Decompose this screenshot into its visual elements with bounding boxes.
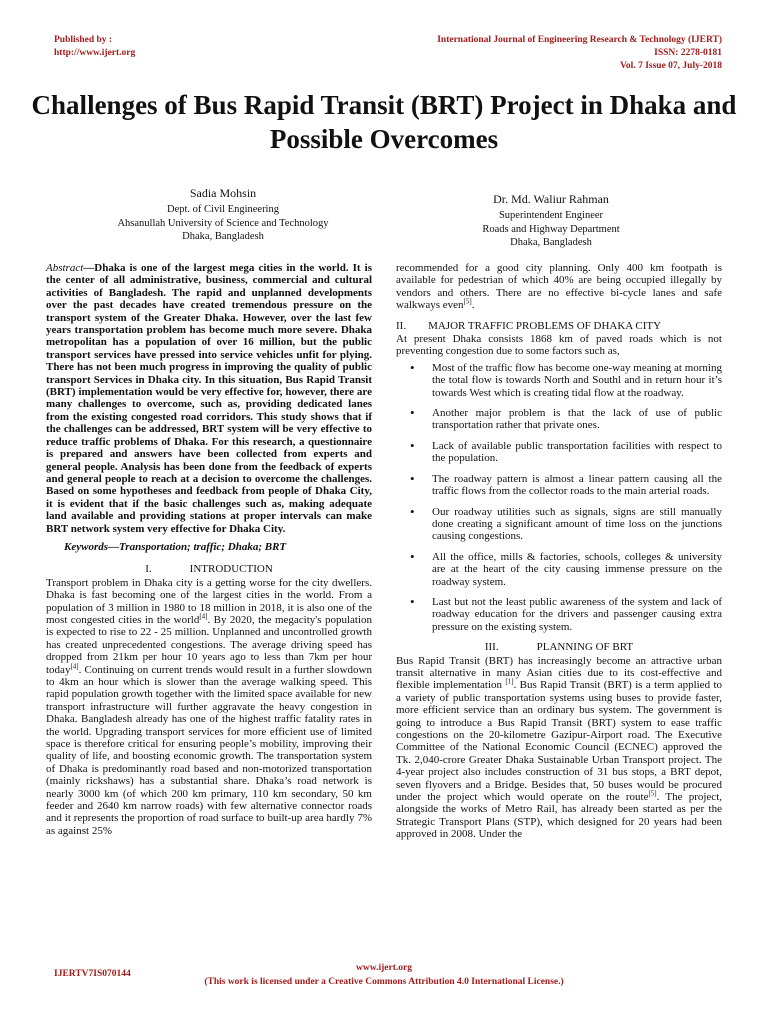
abstract-text: —Dhaka is one of the largest mega cities in the world. It is the center of all administrative, business, commercial and cultural activities of Bangladesh. The rapid and unplanned developments over the past decades have created tremendous pressure on the transport system of the Greater Dhaka. However, over the last few years transportation problem has become much more severe. Dhaka metropolitan has a population of over 16 million, but the public transport services have pressed into service vehicles unfit for plying. There has not been much progress in improving the quality of public transport Services in Dhaka city. In this situation, Bus Rapid Transit (BRT) implementation would be very effective for, however, there are many challenges to overcome, such as, providing dedicated lanes from the existing congested road corridors. This study shows that if the challenges can be addressed, BRT system will be very effective to reduce traffic problems of Dhaka. For this research, a questionnaire is prepared and answers have been collected from experts and general people. Analysis has been done from the feedback of experts and general people to reach at a decision to overcome the challenges. Based on some hypotheses and feedback from people of Dhaka City, it is evident that if the basic challenges such as, making adequate land available and providing stations at proper intervals can make BRT network system very effective for Dhaka City. <box>46 262 372 535</box>
section-number: II. <box>396 319 407 332</box>
paper-title: Challenges of Bus Rapid Transit (BRT) Project in Dhaka and Possible Overcomes <box>31 90 737 154</box>
right-column <box>396 262 722 841</box>
section-number: III. <box>484 641 499 654</box>
author-affiliation-line: Dept. of Civil Engineering <box>167 204 279 215</box>
text-run: . By 2020, the megacity's population is expected to rise to 22 - 25 million. Unplanned and uncontrolled growth has created unprecedented congestions. The average driving speed has dropped from 21km per hour 10 years ago to less than 7km per hour today <box>46 613 373 676</box>
citation: [5] <box>463 297 472 306</box>
list-item: • The roadway pattern is almost a linear pattern causing all the traffic flows from the collector roads to the main arterial roads. <box>396 473 722 498</box>
footer-url-link[interactable]: www.ijert.org <box>356 963 412 973</box>
section-title: INTRODUCTION <box>189 563 273 576</box>
citation: [4] <box>199 612 208 621</box>
text-run: Transport problem in Dhaka city is a getting worse for the city dwellers. Dhaka is fast becoming one of the largest cities in the world. From a population of 3 million in 1980 to 18 million in 2018, it is also one of the most congested cities in the world <box>46 576 372 626</box>
author-affiliation-line: Dhaka, Bangladesh <box>510 237 592 248</box>
author-block-2 <box>388 192 714 250</box>
volume-issue: Vol. 7 Issue 07, July-2018 <box>619 61 722 71</box>
left-column <box>46 262 372 837</box>
introduction-paragraph <box>46 577 372 838</box>
text-run: . The project, alongside the works of Metro Rail, has already been started as per the Strategic Transport Plans (STP), which designed for 20 years had been approved in 2008. Under the <box>396 791 722 841</box>
text-run: recommended for a good city planning. Only 400 km footpath is available for pedestrian of which 40% are being occupied illegally by vendors and others. There are no effective bi-cycle lanes and safe walkways even <box>396 262 722 312</box>
text-run: . Bus Rapid Transit (BRT) is a term applied to a variety of public transportation systems using buses to provide faster, more efficient service than an ordinary bus system. The government is going to introduce a Bus Rapid Transit (BRT) system to ease traffic congestions on the 20-kilometre Gazipur-Airport road. The Executive Committee of the National Economic Council (ECNEC) approved the Tk. 2,040-crore Greater Dhaka Sustainable Urban Transport project. The 4-year project also includes construction of 31 bus stops, a BRT depot, seven flyovers and a Bridge. Besides that, 50 buses would be procured under the project which would operate on the route <box>396 679 722 804</box>
section-number: I. <box>145 563 152 576</box>
author-block-1 <box>60 186 386 244</box>
section-heading-planning <box>396 641 722 653</box>
journal-header <box>437 34 722 73</box>
issn: ISSN: 2278-0181 <box>654 48 722 58</box>
planning-paragraph <box>396 655 722 841</box>
abstract-label: Abstract <box>46 262 84 274</box>
section-title: PLANNING OF BRT <box>536 641 634 654</box>
journal-name: International Journal of Engineering Research & Technology (IJERT) <box>437 35 722 45</box>
citation: [5] <box>648 789 657 798</box>
section-title: MAJOR TRAFFIC PROBLEMS OF DHAKA CITY <box>428 319 662 332</box>
citation: [1] <box>505 677 514 686</box>
license-notice: (This work is licensed under a Creative Commons Attribution 4.0 International License.) <box>204 977 564 987</box>
author-affiliation-line: Roads and Highway Department <box>482 223 620 235</box>
text-run: . <box>471 299 475 312</box>
publisher-header <box>54 34 135 60</box>
text-run: Bus Rapid Transit (BRT) has increasingly become an attractive urban transit alternative in many Asian cities due to its cost-effective and flexible implementation <box>396 654 722 692</box>
section-heading-traffic-problems <box>396 320 722 332</box>
publisher-label: Published by : <box>54 35 113 45</box>
abstract <box>46 262 372 535</box>
traffic-problems-intro: At present Dhaka consists 1868 km of paved roads which is not preventing congestion due to some factors such as, <box>396 333 722 358</box>
section-heading-introduction <box>46 563 372 575</box>
author-affiliation-line: Superintendent Engineer <box>498 210 604 221</box>
intro-continuation <box>396 262 722 312</box>
list-item: • Another major problem is that the lack of use of public transportation rather that private ones. <box>396 407 722 432</box>
list-item: • Last but not the least public awareness of the system and lack of roadway education for the drivers and passenger causing extra pressure on the existing system. <box>396 596 722 633</box>
list-item: • All the office, mills & factories, schools, colleges & university are at the heart of the city causing immense pressure on the roadway system. <box>396 551 722 588</box>
author-affiliation-line: Ahsanullah University of Science and Technology <box>117 217 329 229</box>
citation: [4] <box>70 661 79 670</box>
page-number <box>0 962 722 975</box>
author-name: Dr. Md. Waliur Rahman <box>493 192 609 206</box>
list-item: • Our roadway utilities such as signals, signs are still manually done creating a significant amount of time loss on the junctions causing congestions. <box>396 506 722 543</box>
author-affiliation-line: Dhaka, Bangladesh <box>182 231 264 242</box>
footer-paper-id: IJERTV7IS070144 <box>54 969 131 979</box>
list-item: • Most of the traffic flow has become one-way meaning at morning the total flow is towards North and Southl and in return hour it’s towards West which is creating tidal flow at the roadway. <box>396 362 722 399</box>
keywords: Keywords—Transportation; traffic; Dhaka; BRT <box>64 540 287 553</box>
list-item: • Lack of available public transportation facilities with respect to the population. <box>396 440 722 465</box>
traffic-problems-list <box>396 362 722 633</box>
publisher-url-link[interactable]: http://www.ijert.org <box>54 48 136 58</box>
author-name: Sadia Mohsin <box>189 186 257 200</box>
text-run: . Continuing on current trends would result in a further slowdown to 4km an hour which is slower than the average walking speed. This rapid population growth together with the limited space available for new transport infrastructure will further aggravate the heavy congestion in Dhaka. Bangladesh already has one of the highest traffic fatality rates in the world. Upgrading transport services for more efficient use of limited space is therefore critical for ensuring people’s mobility, improving their quality of life, and boosting economic growth. The transportation system of Dhaka is predominantly road based and non-motorized transportation (mainly rickshaws) has a substantial share. Dhaka’s road network is nearly 3000 km (of which 200 km primary, 110 km secondary, 50 km feeder and 2640 km narrow roads) with few alternative connector roads and it represents the proportion of road surface to built-up area hardly 7% as against 25% <box>46 663 372 837</box>
